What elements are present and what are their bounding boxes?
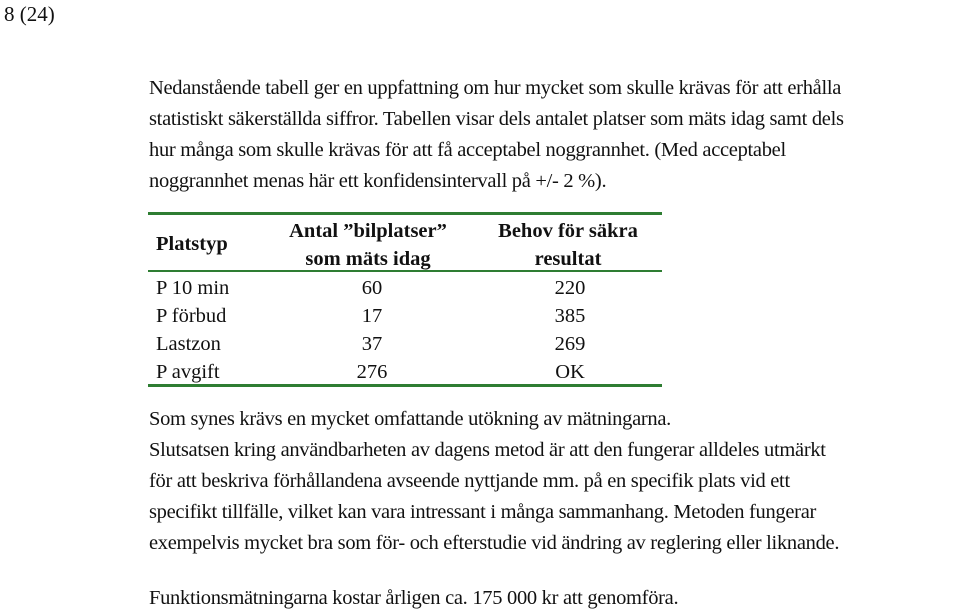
conclusion-paragraph: [149, 404, 959, 559]
conclusion-line: Slutsatsen kring användbarheten av dagens metod är att den fungerar alldeles utmärkt: [149, 439, 826, 461]
cell-needed: 220: [554, 277, 586, 299]
intro-line: hur många som skulle krävas för att få acceptabel noggrannhet. (Med acceptabel: [149, 139, 786, 161]
intro-line: noggrannhet menas här ett konfidensintervall på +/- 2 %).: [149, 170, 607, 192]
header-needed-line1: Behov för säkra: [498, 220, 638, 242]
cell-type: P avgift: [156, 361, 220, 383]
header-needed: [478, 217, 658, 273]
cell-needed: OK: [555, 361, 585, 383]
table-row: [148, 358, 662, 386]
cell-measured: 60: [361, 277, 383, 299]
table-top-rule: [148, 212, 662, 215]
conclusion-line: Som synes krävs en mycket omfattande utökning av mätningarna.: [149, 408, 671, 430]
table-row: [148, 274, 662, 302]
cost-statement: Funktionsmätningarna kostar årligen ca. 175 000 kr att genomföra.: [149, 587, 679, 609]
cell-needed: 385: [554, 305, 586, 327]
table-row: [148, 302, 662, 330]
table-row: [148, 330, 662, 358]
intro-line: Nedanstående tabell ger en uppfattning om hur mycket som skulle krävas för att erhålla: [149, 77, 842, 99]
cell-needed: 269: [554, 333, 586, 355]
header-platstyp: Platstyp: [156, 233, 228, 255]
conclusion-line: specifikt tillfälle, vilket kan vara intressant i många sammanhang. Metoden fungerar: [149, 501, 817, 523]
header-measured-line1: Antal ”bilplatser”: [289, 220, 447, 242]
conclusion-line: exempelvis mycket bra som för- och efterstudie vid ändring av reglering eller liknande.: [149, 532, 840, 554]
cell-type: Lastzon: [156, 333, 221, 355]
cell-type: P 10 min: [156, 277, 230, 299]
cell-measured: 37: [361, 333, 383, 355]
parking-table: [148, 212, 662, 388]
cell-type: P förbud: [156, 305, 227, 327]
table-header-rule: [148, 270, 662, 272]
header-measured-line2: som mäts idag: [305, 248, 431, 270]
intro-paragraph: [149, 73, 959, 197]
table-bottom-rule: [148, 384, 662, 387]
conclusion-line: för att beskriva förhållandena avseende nyttjande mm. på en specifik plats vid ett: [149, 470, 790, 492]
header-measured: [268, 217, 468, 273]
header-needed-line2: resultat: [534, 248, 602, 270]
page-number: 8 (24): [4, 2, 55, 26]
cell-measured: 17: [361, 305, 383, 327]
cell-measured: 276: [356, 361, 388, 383]
intro-line: statistiskt säkerställda siffror. Tabellen visar dels antalet platser som mäts idag samt dels: [149, 108, 844, 130]
